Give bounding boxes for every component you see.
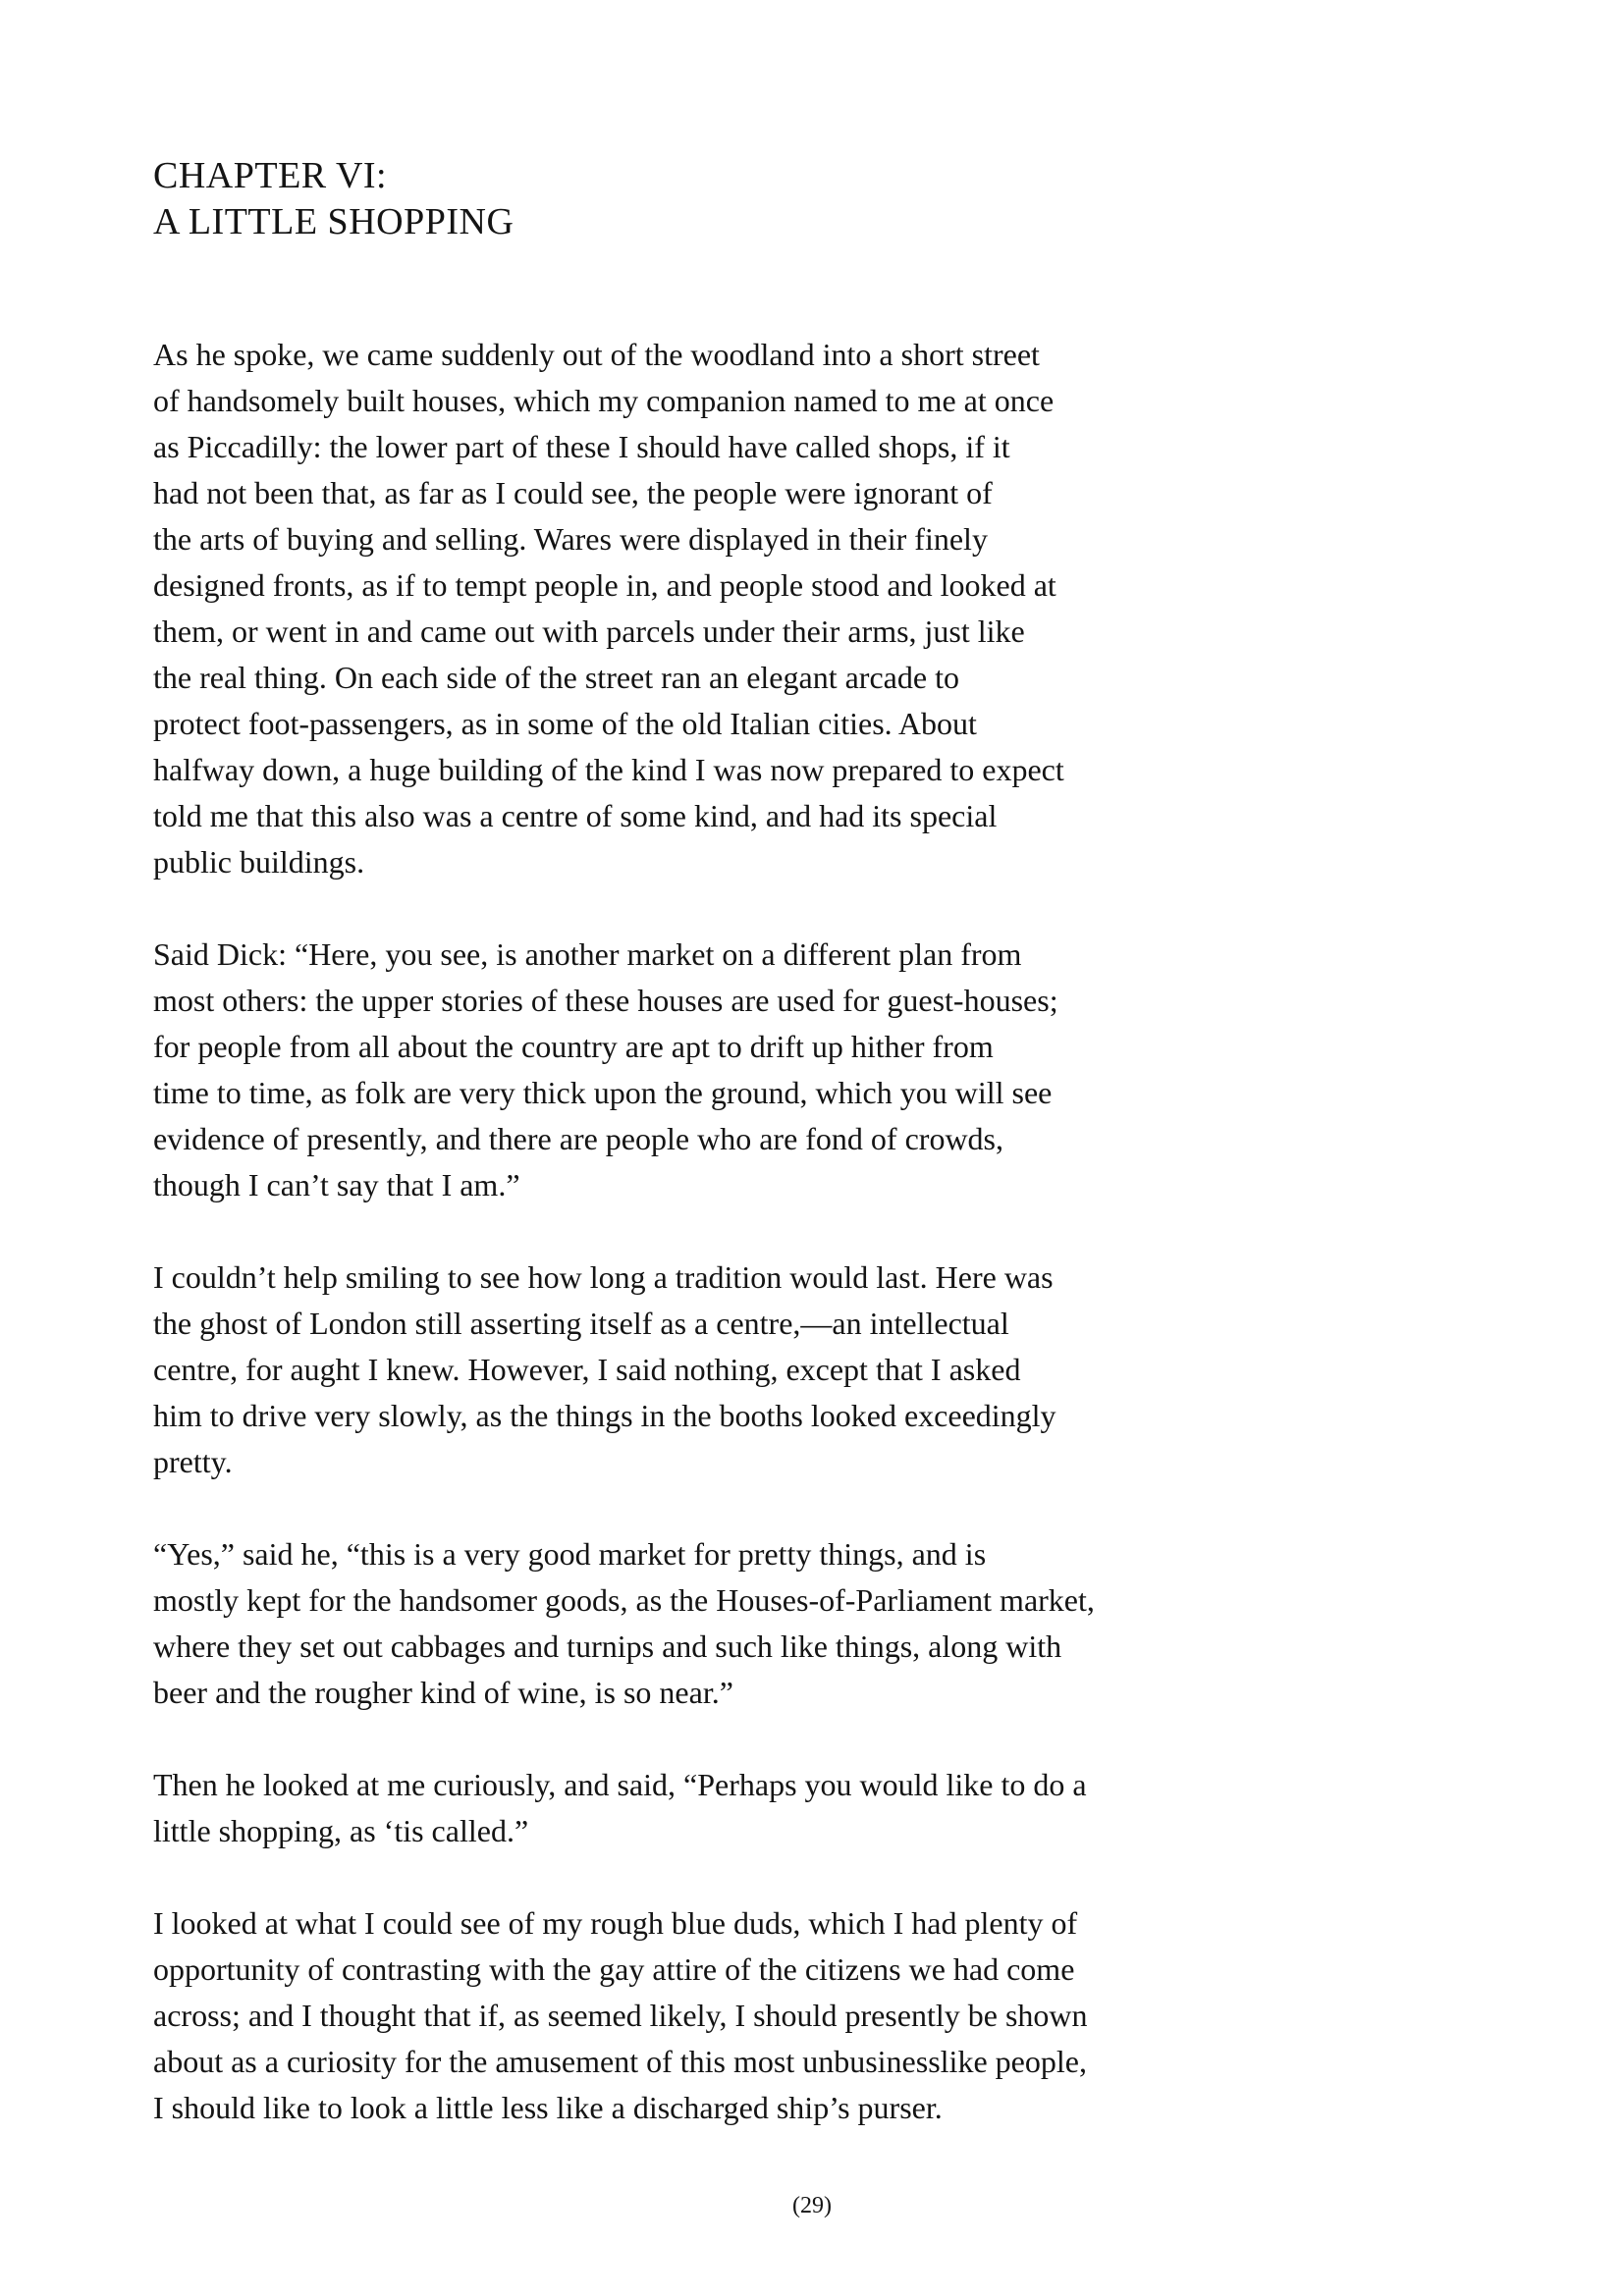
paragraph: I couldn’t help smiling to see how long a tradition would last. Here was the ghost of London still asserting itself as a centre,—an intellectual centre, for aught I knew. However, I said nothing, except that I asked him to drive very slowly, as the things in the booths looked exceedingly pretty. [153,1259,1056,1479]
paragraph: Then he looked at me curiously, and said, “Perhaps you would like to do a little shopping, as ‘tis called.” [153,1767,1087,1848]
paragraph: I looked at what I could see of my rough blue duds, which I had plenty of opportunity of contrasting with the gay attire of the citizens we had come across; and I thought that if, as seemed likely, I should presently be shown about as a curiosity for the amusement of this most unbusinesslike people, I should like to look a little less like a discharged ship’s purser. [153,1905,1088,2125]
paragraph: “Yes,” said he, “this is a very good market for pretty things, and is mostly kept for the handsomer goods, as the Houses-of-Parliament market, where they set out cabbages and turnips and such like things, along with beer and the rougher kind of wine, is so near.” [153,1536,1095,1710]
page-number: (29) [792,2193,832,2218]
text-column [153,0,1439,2131]
paragraph: Said Dick: “Here, you see, is another market on a different plan from most others: the upper stories of these houses are used for guest-houses; for people from all about the country are apt to drift up hither from time to time, as folk are very thick upon the ground, which you will see evidence of presently, and there are people who are fond of crowds, though I can’t say that I am.” [153,936,1058,1202]
chapter-heading: CHAPTER VI: A LITTLE SHOPPING [153,155,514,242]
paragraph: As he spoke, we came suddenly out of the woodland into a short street of handsomely built houses, which my companion named to me at once as Piccadilly: the lower part of these I should have called shops, if it had not been that, as far as I could see, the people were ignorant of the arts of buying and selling. Wares were displayed in their finely designed fronts, as if to tempt people in, and people stood and looked at them, or went in and came out with parcels under their arms, just like the real thing. On each side of the street ran an elegant arcade to protect foot-passengers, as in some of the old Italian cities. About halfway down, a huge building of the kind I was now prepared to expect told me that this also was a centre of some kind, and had its special public buildings. [153,337,1064,880]
